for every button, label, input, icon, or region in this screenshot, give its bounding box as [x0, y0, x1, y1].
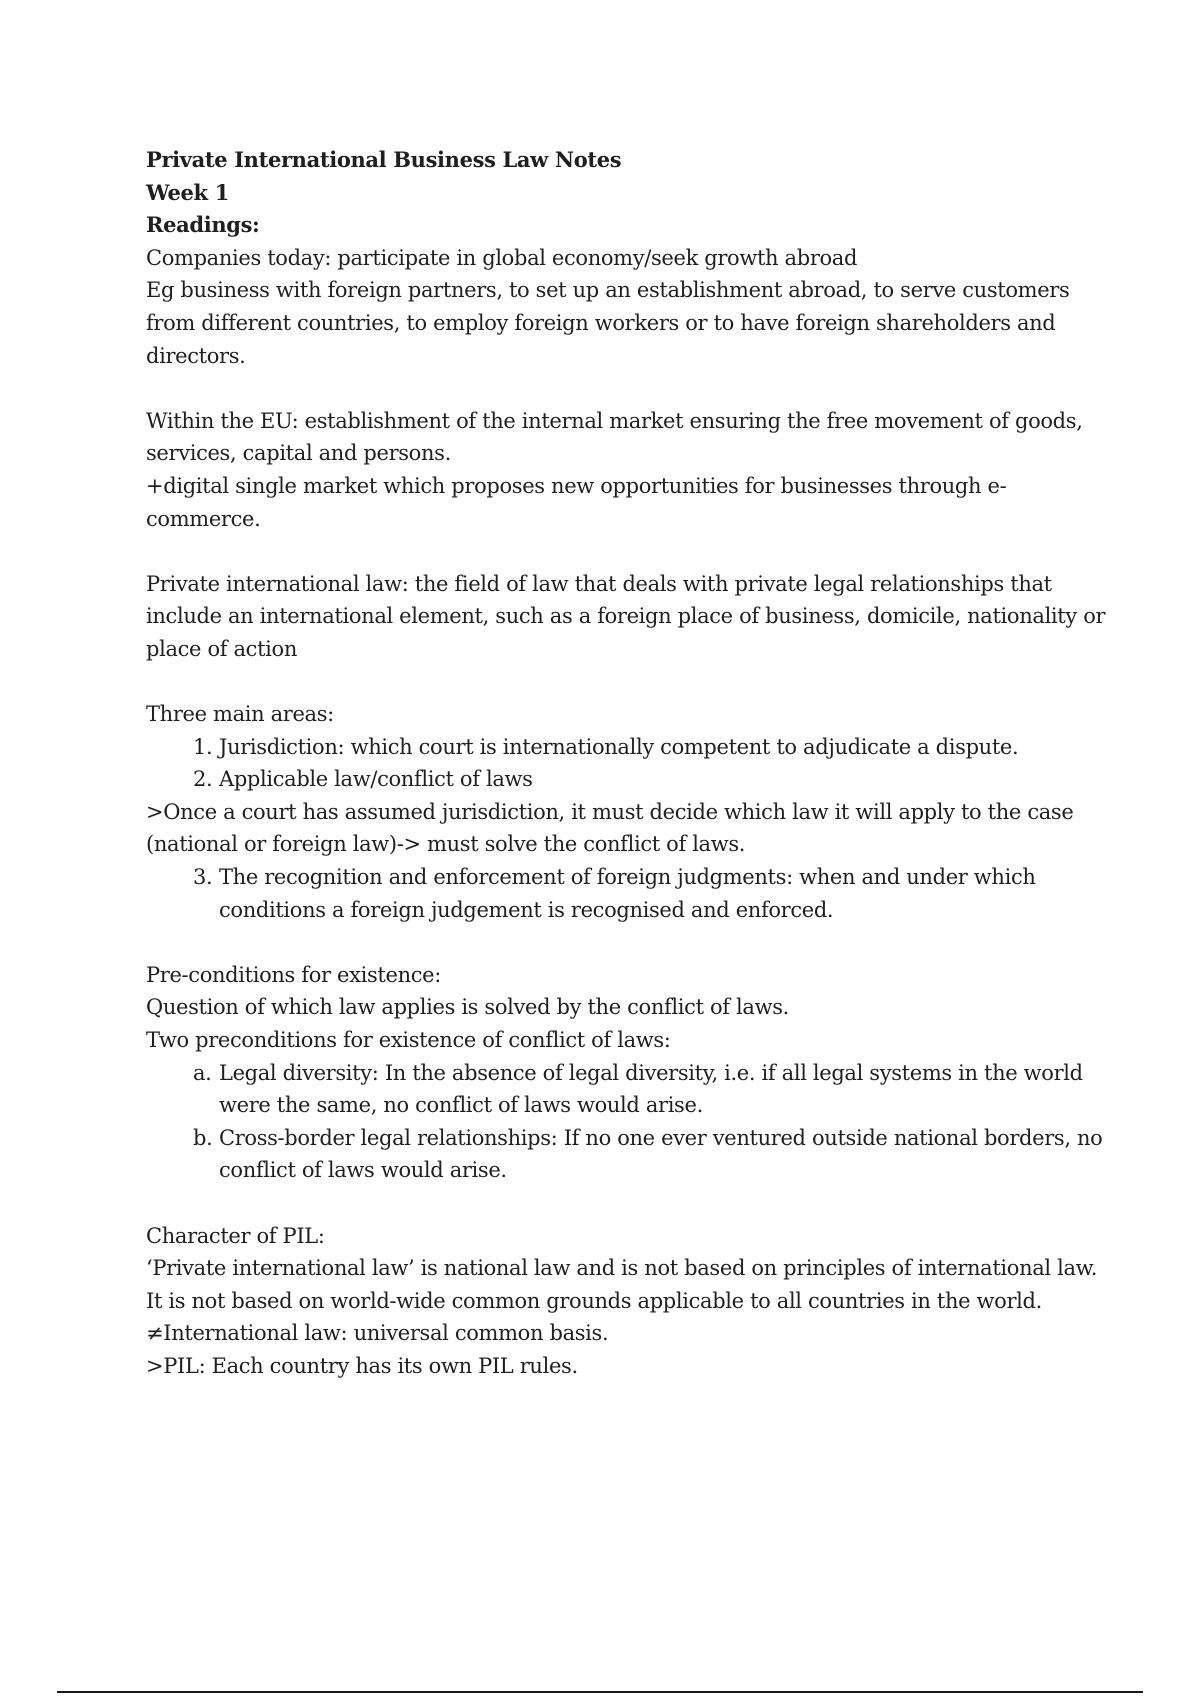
spacer — [146, 535, 1106, 568]
week-heading: Week 1 — [146, 179, 229, 205]
character-line-2: ≠International law: universal common basis. — [146, 1321, 609, 1346]
spacer — [146, 1187, 1106, 1220]
intro-line-2: Eg business with foreign partners, to set up an establishment abroad, to serve customers from different countries, to employ foreign workers or to have foreign shareholders and directors. — [146, 278, 1070, 368]
character-heading: Character of PIL: — [146, 1223, 325, 1248]
character-line-1: ‘Private international law’ is national law and is not based on principles of international law. It is not based on world-wide common grounds applicable to all countries in the world. — [146, 1256, 1098, 1313]
list-item — [146, 731, 1106, 764]
list-item-text: Cross-border legal relationships: If no one ever ventured outside national borders, no conflict of laws would arise. — [219, 1125, 1103, 1183]
list-item — [146, 763, 1106, 796]
list-item — [146, 1057, 1106, 1122]
document-page — [146, 144, 1106, 1383]
footer-divider — [57, 1691, 1143, 1693]
list-marker: 2. — [193, 767, 213, 792]
list-marker: 3. — [193, 865, 213, 890]
document-title: Private International Business Law Notes — [146, 147, 622, 172]
character-line-3: >PIL: Each country has its own PIL rules. — [146, 1353, 578, 1378]
spacer — [146, 372, 1106, 405]
list-item-text: Jurisdiction: which court is internationally competent to adjudicate a dispute. — [219, 734, 1019, 759]
eu-paragraph: Within the EU: establishment of the internal market ensuring the free movement of goods, services, capital and persons. — [146, 408, 1083, 466]
spacer — [146, 926, 1106, 959]
preconditions-line-2: Two preconditions for existence of conflict of laws: — [146, 1028, 671, 1053]
list-item-text: Applicable law/conflict of laws — [219, 767, 533, 792]
list-marker: a. — [193, 1060, 212, 1085]
pil-definition: Private international law: the field of law that deals with private legal relationships that include an international element, such as a foreign place of business, domicile, nationality or place of action — [146, 571, 1106, 661]
areas-heading: Three main areas: — [146, 702, 334, 727]
intro-line-1: Companies today: participate in global economy/seek growth abroad — [146, 245, 858, 270]
list-marker: b. — [193, 1125, 213, 1150]
jurisdiction-note: >Once a court has assumed jurisdiction, it must decide which law it will apply to the case (national or foreign law)-> must solve the conflict of laws. — [146, 799, 1074, 857]
list-item-text: The recognition and enforcement of foreign judgments: when and under which conditions a foreign judgement is recognised and enforced. — [219, 865, 1036, 922]
list-item — [146, 1122, 1106, 1187]
spacer — [146, 666, 1106, 699]
preconditions-heading: Pre-conditions for existence: — [146, 962, 441, 987]
list-marker: 1. — [193, 734, 213, 759]
list-item-text: Legal diversity: In the absence of legal diversity, i.e. if all legal systems in the world were the same, no conflict of laws would arise. — [219, 1060, 1083, 1118]
list-item — [146, 861, 1106, 926]
digital-market-paragraph: +digital single market which proposes new opportunities for businesses through e-commerce. — [146, 473, 1007, 531]
readings-heading: Readings: — [146, 212, 260, 238]
preconditions-line-1: Question of which law applies is solved by the conflict of laws. — [146, 995, 789, 1020]
